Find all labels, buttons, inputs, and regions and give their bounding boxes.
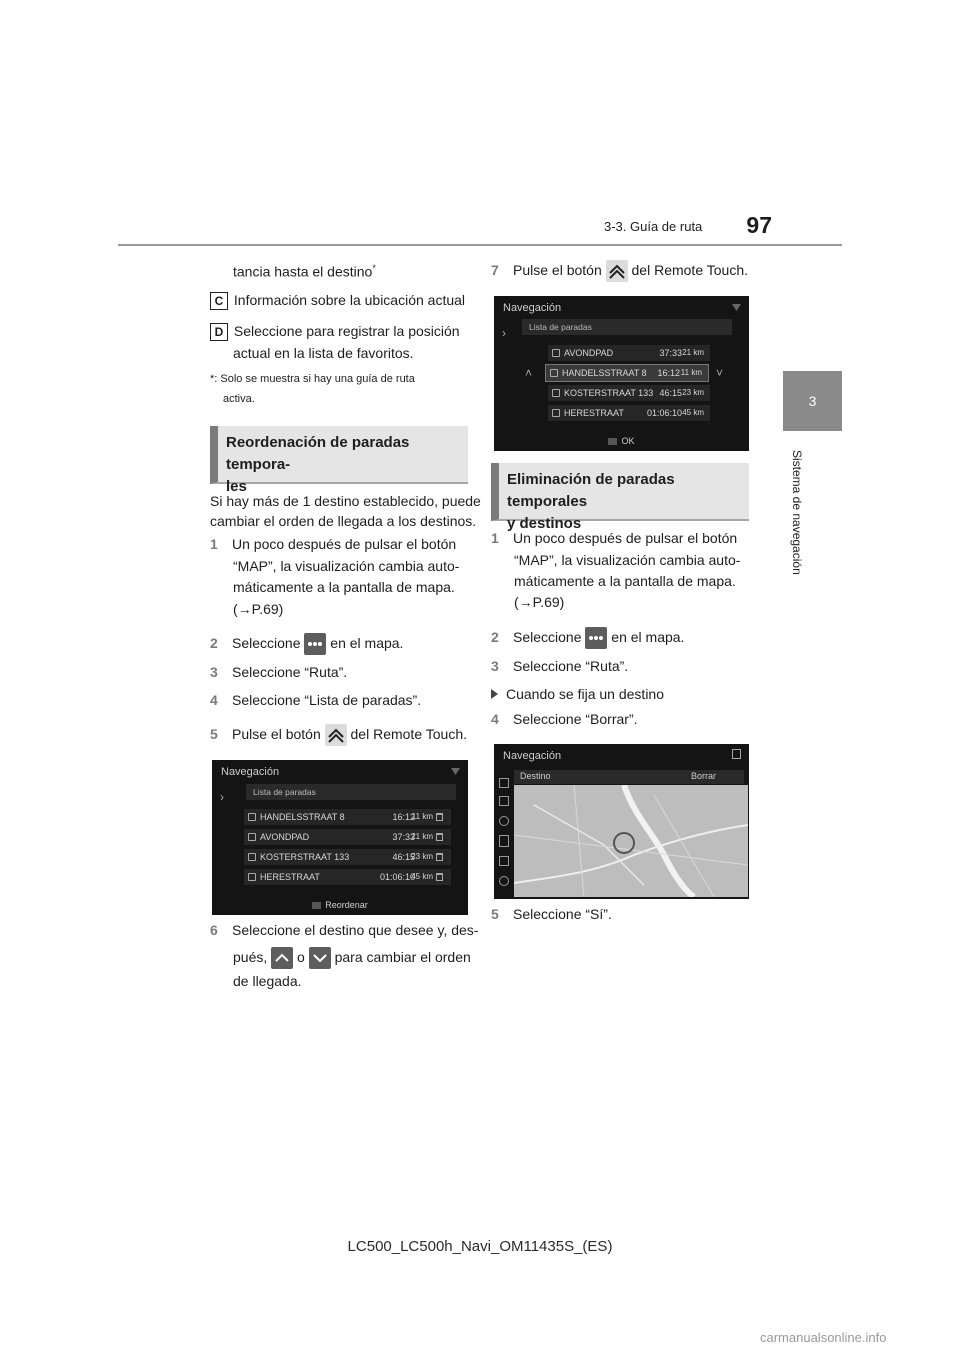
- letter-c-badge: C: [210, 292, 228, 310]
- screen-reorder: [212, 760, 468, 915]
- list-row[interactable]: AVONDPAD 37:33 21 km: [548, 345, 710, 361]
- signal-icon: [451, 768, 460, 775]
- intro-line2: cambiar el orden de llegada a los destinos.: [210, 513, 477, 529]
- watermark: carmanualsonline.info: [760, 1330, 887, 1345]
- list-title-bar: Lista de paradas: [522, 319, 732, 335]
- step-3: 3 Seleccione “Ruta”.: [210, 664, 348, 680]
- item-c: C Información sobre la ubicación actual: [210, 289, 465, 311]
- item-d-line2: actual en la lista de favoritos.: [233, 345, 414, 361]
- fullscreen-icon[interactable]: [499, 778, 509, 788]
- screen-map: [494, 744, 749, 899]
- chevron-up-icon[interactable]: ˄: [525, 366, 533, 380]
- right-step-1-line4: (→P.69): [514, 594, 565, 610]
- ok-button[interactable]: OK: [494, 436, 749, 446]
- info-icon[interactable]: [499, 876, 509, 886]
- step-1-line4: (→P.69): [233, 601, 284, 617]
- chevron-down-icon: [309, 947, 331, 969]
- footer-model: LC500_LC500h_Navi_OM11435S_(ES): [347, 1238, 613, 1255]
- chevron-up-icon: [271, 947, 293, 969]
- destination-icon[interactable]: [499, 835, 509, 847]
- right-step-2: 2 Seleccione en el mapa.: [491, 626, 684, 649]
- chevron-down-icon[interactable]: ˅: [716, 366, 724, 380]
- reorder-button[interactable]: Reordenar: [212, 900, 468, 910]
- chapter-side-title: Sistema de navegación: [790, 450, 804, 575]
- section-title: 3-3. Guía de ruta: [604, 219, 703, 234]
- list-row[interactable]: AVONDPAD 37:33 21 km: [244, 829, 451, 845]
- trash-icon[interactable]: [436, 833, 443, 841]
- page-number: 97: [746, 212, 772, 238]
- more-options-icon: [304, 633, 326, 655]
- list-row[interactable]: KOSTERSTRAAT 133 46:15 23 km: [244, 849, 451, 865]
- right-step-3: 3 Seleccione “Ruta”.: [491, 658, 629, 674]
- continued-text: tancia hasta el destino*: [233, 263, 376, 280]
- letter-d-badge: D: [210, 323, 228, 341]
- screen-title: Navegación: [503, 750, 562, 762]
- chevron-right-icon[interactable]: ›: [220, 790, 224, 804]
- trash-icon[interactable]: [436, 813, 443, 821]
- map-toolbar: [494, 770, 514, 899]
- screen-title: Navegación: [221, 766, 280, 778]
- right-step-5: 5 Seleccione “Sí”.: [491, 906, 612, 922]
- triangle-bullet-icon: [491, 689, 498, 699]
- chevron-right-icon[interactable]: ›: [502, 326, 506, 340]
- trash-icon[interactable]: [436, 873, 443, 881]
- intro-line1: Si hay más de 1 destino establecido, puede: [210, 493, 481, 509]
- step-6-line2: pués, o para cambiar el orden: [233, 946, 471, 969]
- item-d: D Seleccione para registrar la posición: [210, 320, 460, 342]
- screen-reordered: [494, 296, 749, 451]
- header-divider: [118, 244, 842, 246]
- right-step-1-line3: máticamente a la pantalla de mapa.: [514, 573, 736, 589]
- map-area[interactable]: [514, 785, 748, 897]
- screen-title: Navegación: [503, 302, 562, 314]
- list-row[interactable]: HERESTRAAT 01:06:10 45 km: [548, 405, 710, 421]
- delete-label[interactable]: Borrar: [691, 771, 717, 781]
- step-1-line3: máticamente a la pantalla de mapa.: [233, 579, 455, 595]
- trash-icon[interactable]: [436, 853, 443, 861]
- chapter-tab: 3: [783, 371, 842, 431]
- double-chevron-up-icon: [606, 260, 628, 282]
- list-row-selected[interactable]: HANDELSSTRAAT 8 16:12 11 km: [546, 365, 708, 381]
- footnote-line2: activa.: [223, 393, 255, 405]
- step-7: 7 Pulse el botón del Remote Touch.: [491, 259, 748, 282]
- step-4: 4 Seleccione “Lista de paradas”.: [210, 692, 422, 708]
- double-chevron-up-icon: [325, 724, 347, 746]
- step-6: 6 Seleccione el destino que desee y, des-: [210, 922, 479, 938]
- step-1-line2: “MAP”, la visualización cambia auto-: [233, 558, 460, 574]
- delete-icon[interactable]: [732, 749, 741, 759]
- right-step-4: 4 Seleccione “Borrar”.: [491, 711, 638, 727]
- right-step-1-line2: “MAP”, la visualización cambia auto-: [514, 552, 741, 568]
- cancel-icon[interactable]: [499, 816, 509, 826]
- heading-delete: Eliminación de paradas temporales y destinos: [491, 463, 749, 521]
- list-row[interactable]: HANDELSSTRAAT 8 16:12 11 km: [244, 809, 451, 825]
- heading-reorder: Reordenación de paradas tempora- les: [210, 426, 468, 484]
- right-step-1: 1 Un poco después de pulsar el botón: [491, 530, 738, 546]
- step-2: 2 Seleccione en el mapa.: [210, 632, 403, 655]
- step-1: 1 Un poco después de pulsar el botón: [210, 536, 457, 552]
- more-options-icon: [585, 627, 607, 649]
- step-6-line3: de llegada.: [233, 973, 302, 989]
- settings-icon[interactable]: [499, 856, 509, 866]
- trash-icon-column: [436, 813, 446, 888]
- signal-icon: [732, 304, 741, 311]
- bullet-item: Cuando se fija un destino: [491, 683, 664, 705]
- footnote: *: Solo se muestra si hay una guía de ruta: [210, 373, 415, 385]
- list-title-bar: Lista de paradas: [246, 784, 456, 800]
- route-icon[interactable]: [499, 796, 509, 806]
- step-5: 5 Pulse el botón del Remote Touch.: [210, 723, 467, 746]
- list-row[interactable]: KOSTERSTRAAT 133 46:15 23 km: [548, 385, 710, 401]
- destination-label: Destino: [520, 771, 551, 781]
- list-row[interactable]: HERESTRAAT 01:06:10 45 km: [244, 869, 451, 885]
